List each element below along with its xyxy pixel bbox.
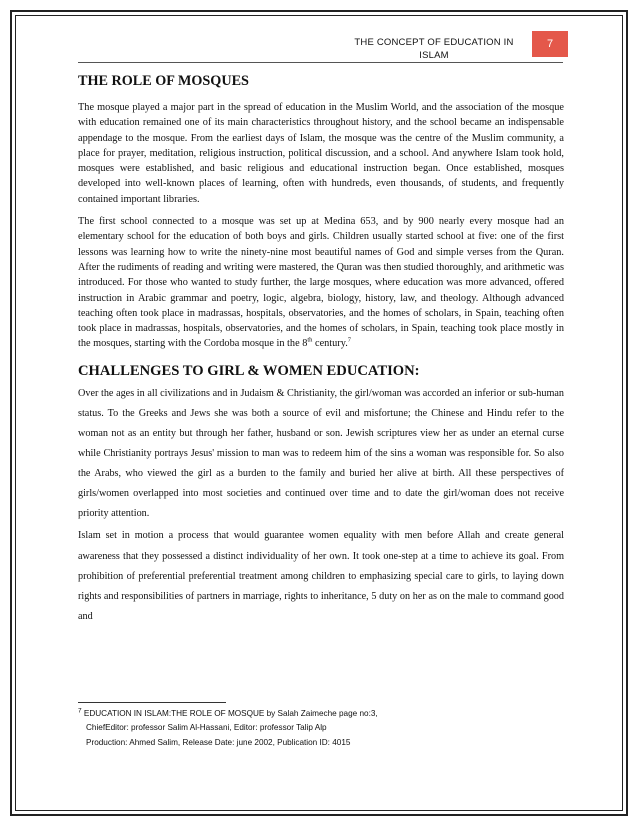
footnote-line-2: ChiefEditor: professor Salim Al-Hassani, Editor: professor Talip Alp <box>86 723 327 733</box>
century-superscript: th <box>307 337 313 345</box>
paragraph-mosque-role: The mosque played a major part in the spread of education in the Muslim World, and the association of the mosque with education remained one of its main characteristics throughout history, and the school became an indispensable appendage to the mosque. From the earliest days of Islam, the mosque was the centre of the Muslim community, a place for prayer, meditation, religious instruction, political discussion, and a school. And anywhere Islam took hold, mosques were established, and basic religious and educational instruction began. Once established, mosques developed into well-known places of learning, often with hundreds, even thousands, of students, and frequently contained important libraries. <box>78 102 564 205</box>
running-header-title <box>340 36 528 62</box>
footnote-line-1 <box>78 707 564 721</box>
section-heading-challenges: CHALLENGES TO GIRL & WOMEN EDUCATION: <box>78 362 420 379</box>
paragraph-first-school-text: The first school connected to a mosque was set up at Medina 653, and by 900 nearly every mosque had an elementary school for the education of both boys and girls. Children usually started school at five: one of the first lessons was learning how to write the ninety-nine most beautiful names of God and simple verses from the Quran. After the rudiments of reading and writing were mastered, the Quran was then studied thoroughly, and arithmetic was introduced. For those who wanted to study further, the large mosques, where education was more advanced, offered instruction in Arabic grammar and poetry, logic, algebra, biology, history, law, and theology. Although advanced teaching often took place in madrassas, hospitals, observatories, and the homes of scholars, in Spain, teaching often took place in madrassas, hospitals, observatories, and the homes of scholars, in Spain, teaching took place mostly in the mosques, starting with the Cordoba mosque in the 8 <box>78 216 564 350</box>
paragraph-first-school <box>78 214 564 352</box>
section-heading-role-of-mosques: THE ROLE OF MOSQUES <box>78 73 249 89</box>
page-body <box>78 72 564 627</box>
footnote-separator <box>78 702 226 703</box>
footnote-reference: 7 <box>347 337 352 345</box>
paragraph-status-over-ages: Over the ages in all civilizations and in Judaism & Christianity, the girl/woman was accorded an inferior or sub-human status. To the Greeks and Jews she was both a source of evil and misfortune; the Chinese and Hindu refer to the woman not as an entity but through her father, husband or son. Jewish scriptures view her as under an eternal curse while Christianity portrays Jesus' mission to man was to redeem him of the sins a woman was responsible for. So also the Arabs, who viewed the girl as a burden to the family and buried her alive at birth. All these perspectives of girls/women overlapped into most societies and continued over time and to date the girl/woman does not receive priority attention. <box>78 387 564 520</box>
footnote <box>78 707 564 750</box>
paragraph-first-school-end: century. <box>312 338 348 350</box>
header-rule <box>78 62 563 63</box>
footnote-line-3: Production: Ahmed Salim, Release Date: june 2002, Publication ID: 4015 <box>86 737 351 747</box>
footnote-citation: EDUCATION IN ISLAM:THE ROLE OF MOSQUE by Salah Zaimeche page no:3, <box>81 709 378 718</box>
running-header-line-2: ISLAM <box>419 50 449 61</box>
page-number-badge: 7 <box>532 31 568 57</box>
footnote-marker: 7 <box>78 707 82 715</box>
running-header-line-1: THE CONCEPT OF EDUCATION IN <box>354 37 514 48</box>
paragraph-islam-equality: Islam set in motion a process that would guarantee women equality with men before Allah and create general awareness that they possessed a distinct individuality of her own. It took one-step at a time to achieve its goal. From prohibition of preferential preferential treatment among children to emphasizing special care to girls, to laying down rights and responsibilities of partners in marriage, rights to inheritance, 5 duty on her as on the male to command good and <box>78 530 564 622</box>
